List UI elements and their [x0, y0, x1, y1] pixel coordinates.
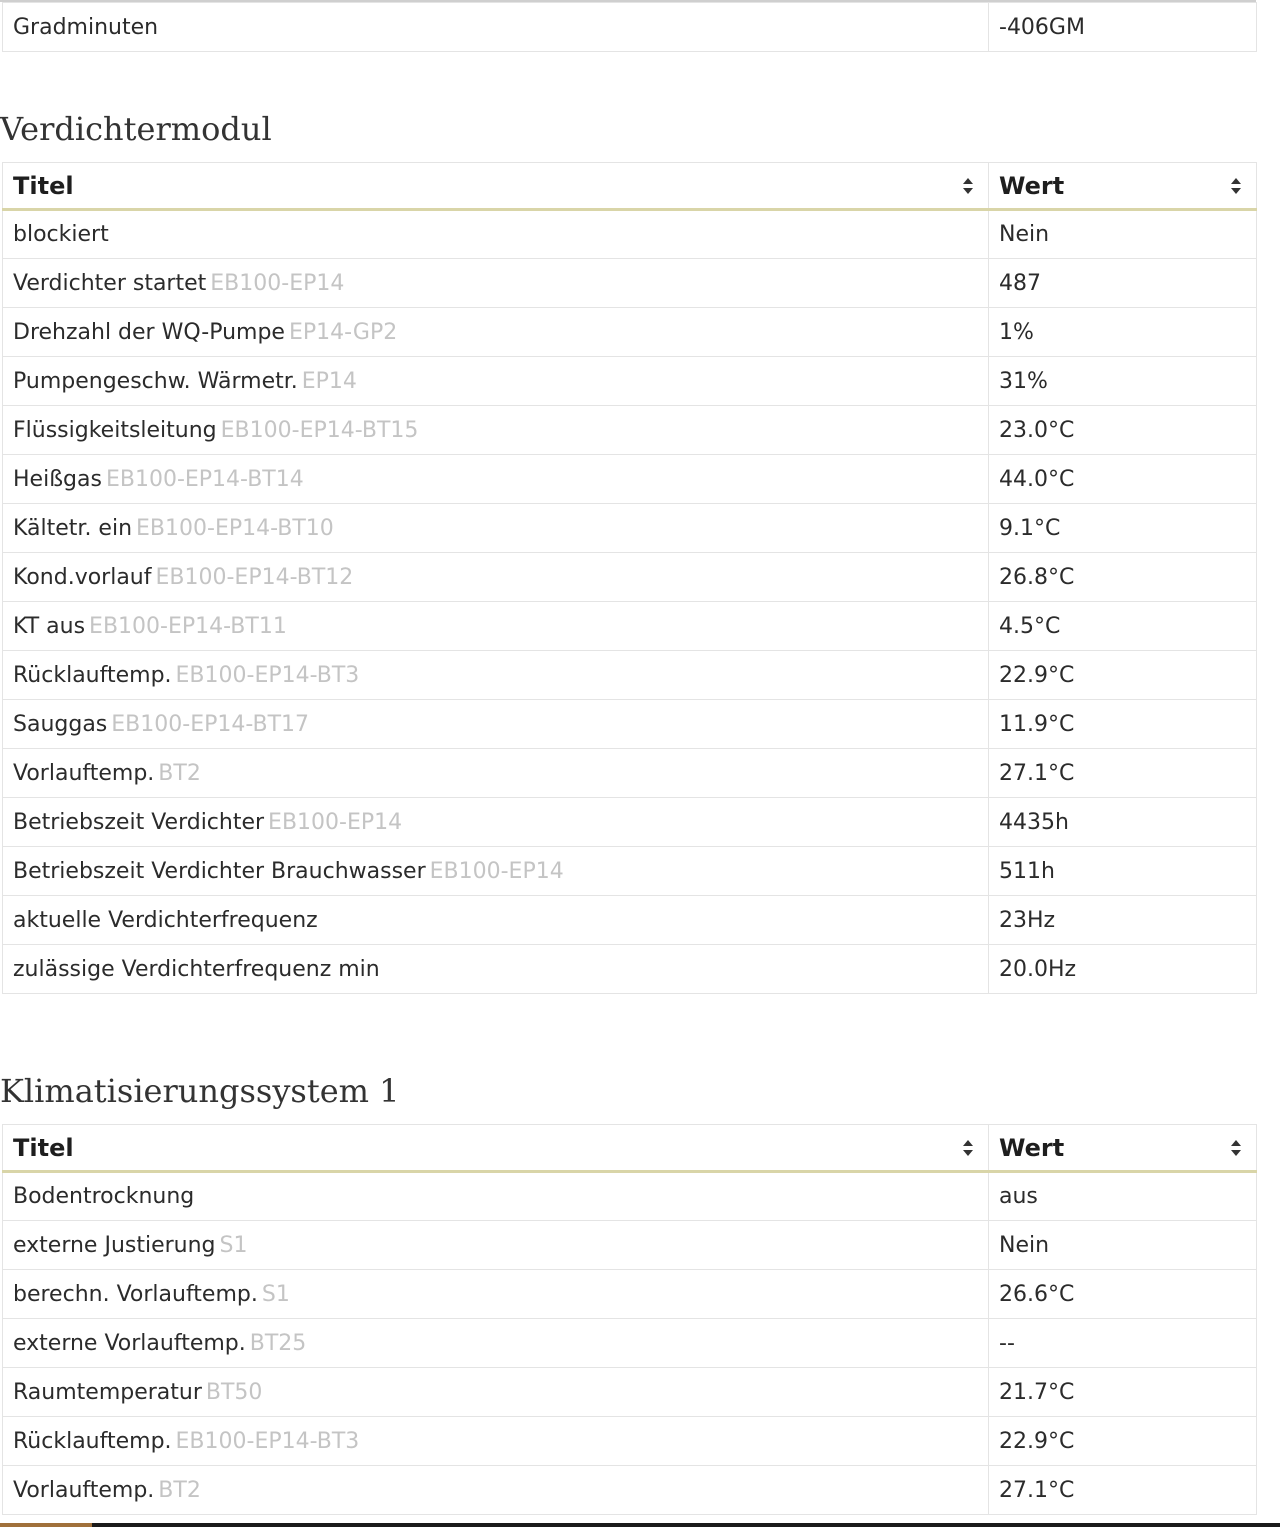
- row-title: Verdichter startet: [13, 270, 207, 296]
- row-sensor-code: EB100-EP14: [268, 809, 403, 835]
- row-title: berechn. Vorlauftemp.: [13, 1281, 258, 1307]
- sort-icon[interactable]: [1230, 177, 1242, 195]
- row-title-cell: [3, 455, 989, 504]
- row-title: Heißgas: [13, 466, 102, 492]
- row-title-cell: [3, 1466, 989, 1515]
- row-value: 11.9°C: [989, 700, 1257, 749]
- row-value: 9.1°C: [989, 504, 1257, 553]
- row-title: Raumtemperatur: [13, 1379, 202, 1405]
- row-sensor-code: BT2: [158, 760, 201, 786]
- row-title: externe Justierung: [13, 1232, 216, 1258]
- row-title-cell: [3, 847, 989, 896]
- column-header-titel[interactable]: [3, 1125, 989, 1172]
- row-sensor-code: EB100-EP14-BT3: [175, 1428, 360, 1454]
- row-sensor-code: BT50: [205, 1379, 263, 1405]
- row-sensor-code: EB100-EP14: [429, 858, 564, 884]
- table-row: [3, 651, 1257, 700]
- row-title: Vorlauftemp.: [13, 1477, 155, 1503]
- row-value: 23.0°C: [989, 406, 1257, 455]
- row-value: 511h: [989, 847, 1257, 896]
- table-row: [3, 210, 1257, 259]
- row-value: 4435h: [989, 798, 1257, 847]
- column-header-label: Wert: [999, 1133, 1065, 1162]
- verdichtermodul-table: [2, 162, 1257, 994]
- row-title: Flüssigkeitsleitung: [13, 417, 217, 443]
- row-value: 44.0°C: [989, 455, 1257, 504]
- row-value: 26.6°C: [989, 1270, 1257, 1319]
- row-title-cell: [3, 896, 989, 945]
- row-title-cell: [3, 259, 989, 308]
- row-value: 22.9°C: [989, 651, 1257, 700]
- table-row: [3, 1417, 1257, 1466]
- table-row: [3, 1368, 1257, 1417]
- bottom-bar: [0, 1523, 1280, 1527]
- row-value: --: [989, 1319, 1257, 1368]
- row-value: 21.7°C: [989, 1368, 1257, 1417]
- row-title: externe Vorlauftemp.: [13, 1330, 246, 1356]
- table-row: [3, 308, 1257, 357]
- row-title: Gradminuten: [3, 3, 989, 52]
- bottom-bar-accent: [0, 1523, 92, 1527]
- row-value: 487: [989, 259, 1257, 308]
- sort-icon[interactable]: [962, 1139, 974, 1157]
- row-value: aus: [989, 1172, 1257, 1221]
- row-value: 31%: [989, 357, 1257, 406]
- row-title: Kond.vorlauf: [13, 564, 152, 590]
- row-value: 22.9°C: [989, 1417, 1257, 1466]
- column-header-label: Wert: [999, 171, 1065, 200]
- row-title: Kältetr. ein: [13, 515, 133, 541]
- row-value: 1%: [989, 308, 1257, 357]
- table-row: [3, 3, 1257, 52]
- sort-icon[interactable]: [962, 177, 974, 195]
- row-title-cell: [3, 1172, 989, 1221]
- row-title: Drehzahl der WQ-Pumpe: [13, 319, 285, 345]
- table-row: [3, 602, 1257, 651]
- row-title: Betriebszeit Verdichter: [13, 809, 265, 835]
- row-title: Vorlauftemp.: [13, 760, 155, 786]
- row-sensor-code: EB100-EP14-BT3: [175, 662, 360, 688]
- table-header-row: [3, 1125, 1257, 1172]
- row-title-cell: [3, 749, 989, 798]
- row-sensor-code: EB100-EP14-BT11: [89, 613, 287, 639]
- row-title: zulässige Verdichterfrequenz min: [13, 956, 380, 982]
- row-sensor-code: EB100-EP14-BT14: [105, 466, 304, 492]
- column-header-titel[interactable]: [3, 163, 989, 210]
- row-title-cell: [3, 798, 989, 847]
- row-title-cell: [3, 504, 989, 553]
- table-row: [3, 1172, 1257, 1221]
- row-title-cell: [3, 1417, 989, 1466]
- row-title: KT aus: [13, 613, 86, 639]
- row-title-cell: [3, 406, 989, 455]
- row-title: Bodentrocknung: [13, 1184, 195, 1209]
- column-header-wert[interactable]: [989, 163, 1257, 210]
- row-sensor-code: S1: [261, 1281, 290, 1307]
- table-row: [3, 749, 1257, 798]
- row-title-cell: [3, 602, 989, 651]
- table-row: [3, 896, 1257, 945]
- row-sensor-code: EB100-EP14: [210, 270, 345, 296]
- row-value: Nein: [989, 210, 1257, 259]
- klimatisierungssystem-table: [2, 1124, 1257, 1515]
- table-header-row: [3, 163, 1257, 210]
- row-value: -406GM: [989, 3, 1257, 52]
- gradminuten-table: [2, 2, 1257, 52]
- row-sensor-code: EP14: [301, 368, 357, 394]
- row-value: 4.5°C: [989, 602, 1257, 651]
- row-sensor-code: EB100-EP14-BT17: [111, 711, 310, 737]
- row-sensor-code: S1: [219, 1232, 248, 1258]
- table-row: [3, 455, 1257, 504]
- row-title-cell: [3, 308, 989, 357]
- row-sensor-code: BT2: [158, 1477, 201, 1503]
- row-sensor-code: EB100-EP14-BT10: [136, 515, 334, 541]
- row-value: 23Hz: [989, 896, 1257, 945]
- table-row: [3, 945, 1257, 994]
- table-row: [3, 553, 1257, 602]
- table-row: [3, 1221, 1257, 1270]
- section-title-verdichtermodul: Verdichtermodul: [0, 110, 272, 148]
- row-title-cell: [3, 210, 989, 259]
- row-title-cell: [3, 945, 989, 994]
- table-row: [3, 1466, 1257, 1515]
- row-sensor-code: EB100-EP14-BT15: [220, 417, 419, 443]
- row-title: Rücklauftemp.: [13, 1428, 172, 1454]
- row-title-cell: [3, 1270, 989, 1319]
- table-row: [3, 798, 1257, 847]
- table-row: [3, 700, 1257, 749]
- row-title-cell: [3, 700, 989, 749]
- section-title-klimatisierungssystem-1: Klimatisierungssystem 1: [0, 1072, 400, 1110]
- table-row: [3, 504, 1257, 553]
- table-row: [3, 357, 1257, 406]
- row-value: Nein: [989, 1221, 1257, 1270]
- column-header-label: Titel: [13, 171, 74, 200]
- row-sensor-code: EB100-EP14-BT12: [155, 564, 354, 590]
- sort-icon[interactable]: [1230, 1139, 1242, 1157]
- row-value: 27.1°C: [989, 1466, 1257, 1515]
- row-title: blockiert: [13, 222, 109, 247]
- table-row: [3, 1270, 1257, 1319]
- row-title-cell: [3, 1368, 989, 1417]
- row-value: 20.0Hz: [989, 945, 1257, 994]
- row-title: Sauggas: [13, 711, 108, 737]
- row-value: 27.1°C: [989, 749, 1257, 798]
- row-title: Pumpengeschw. Wärmetr.: [13, 368, 298, 394]
- row-title-cell: [3, 1221, 989, 1270]
- column-header-wert[interactable]: [989, 1125, 1257, 1172]
- row-title-cell: [3, 1319, 989, 1368]
- row-value: 26.8°C: [989, 553, 1257, 602]
- table-row: [3, 406, 1257, 455]
- row-sensor-code: BT25: [249, 1330, 307, 1356]
- row-title: Betriebszeit Verdichter Brauchwasser: [13, 858, 426, 884]
- table-row: [3, 1319, 1257, 1368]
- row-title: aktuelle Verdichterfrequenz: [13, 907, 318, 933]
- row-title-cell: [3, 553, 989, 602]
- table-row: [3, 259, 1257, 308]
- column-header-label: Titel: [13, 1133, 74, 1162]
- table-row: [3, 847, 1257, 896]
- row-title: Rücklauftemp.: [13, 662, 172, 688]
- row-title-cell: [3, 651, 989, 700]
- row-sensor-code: EP14-GP2: [288, 319, 398, 345]
- row-title-cell: [3, 357, 989, 406]
